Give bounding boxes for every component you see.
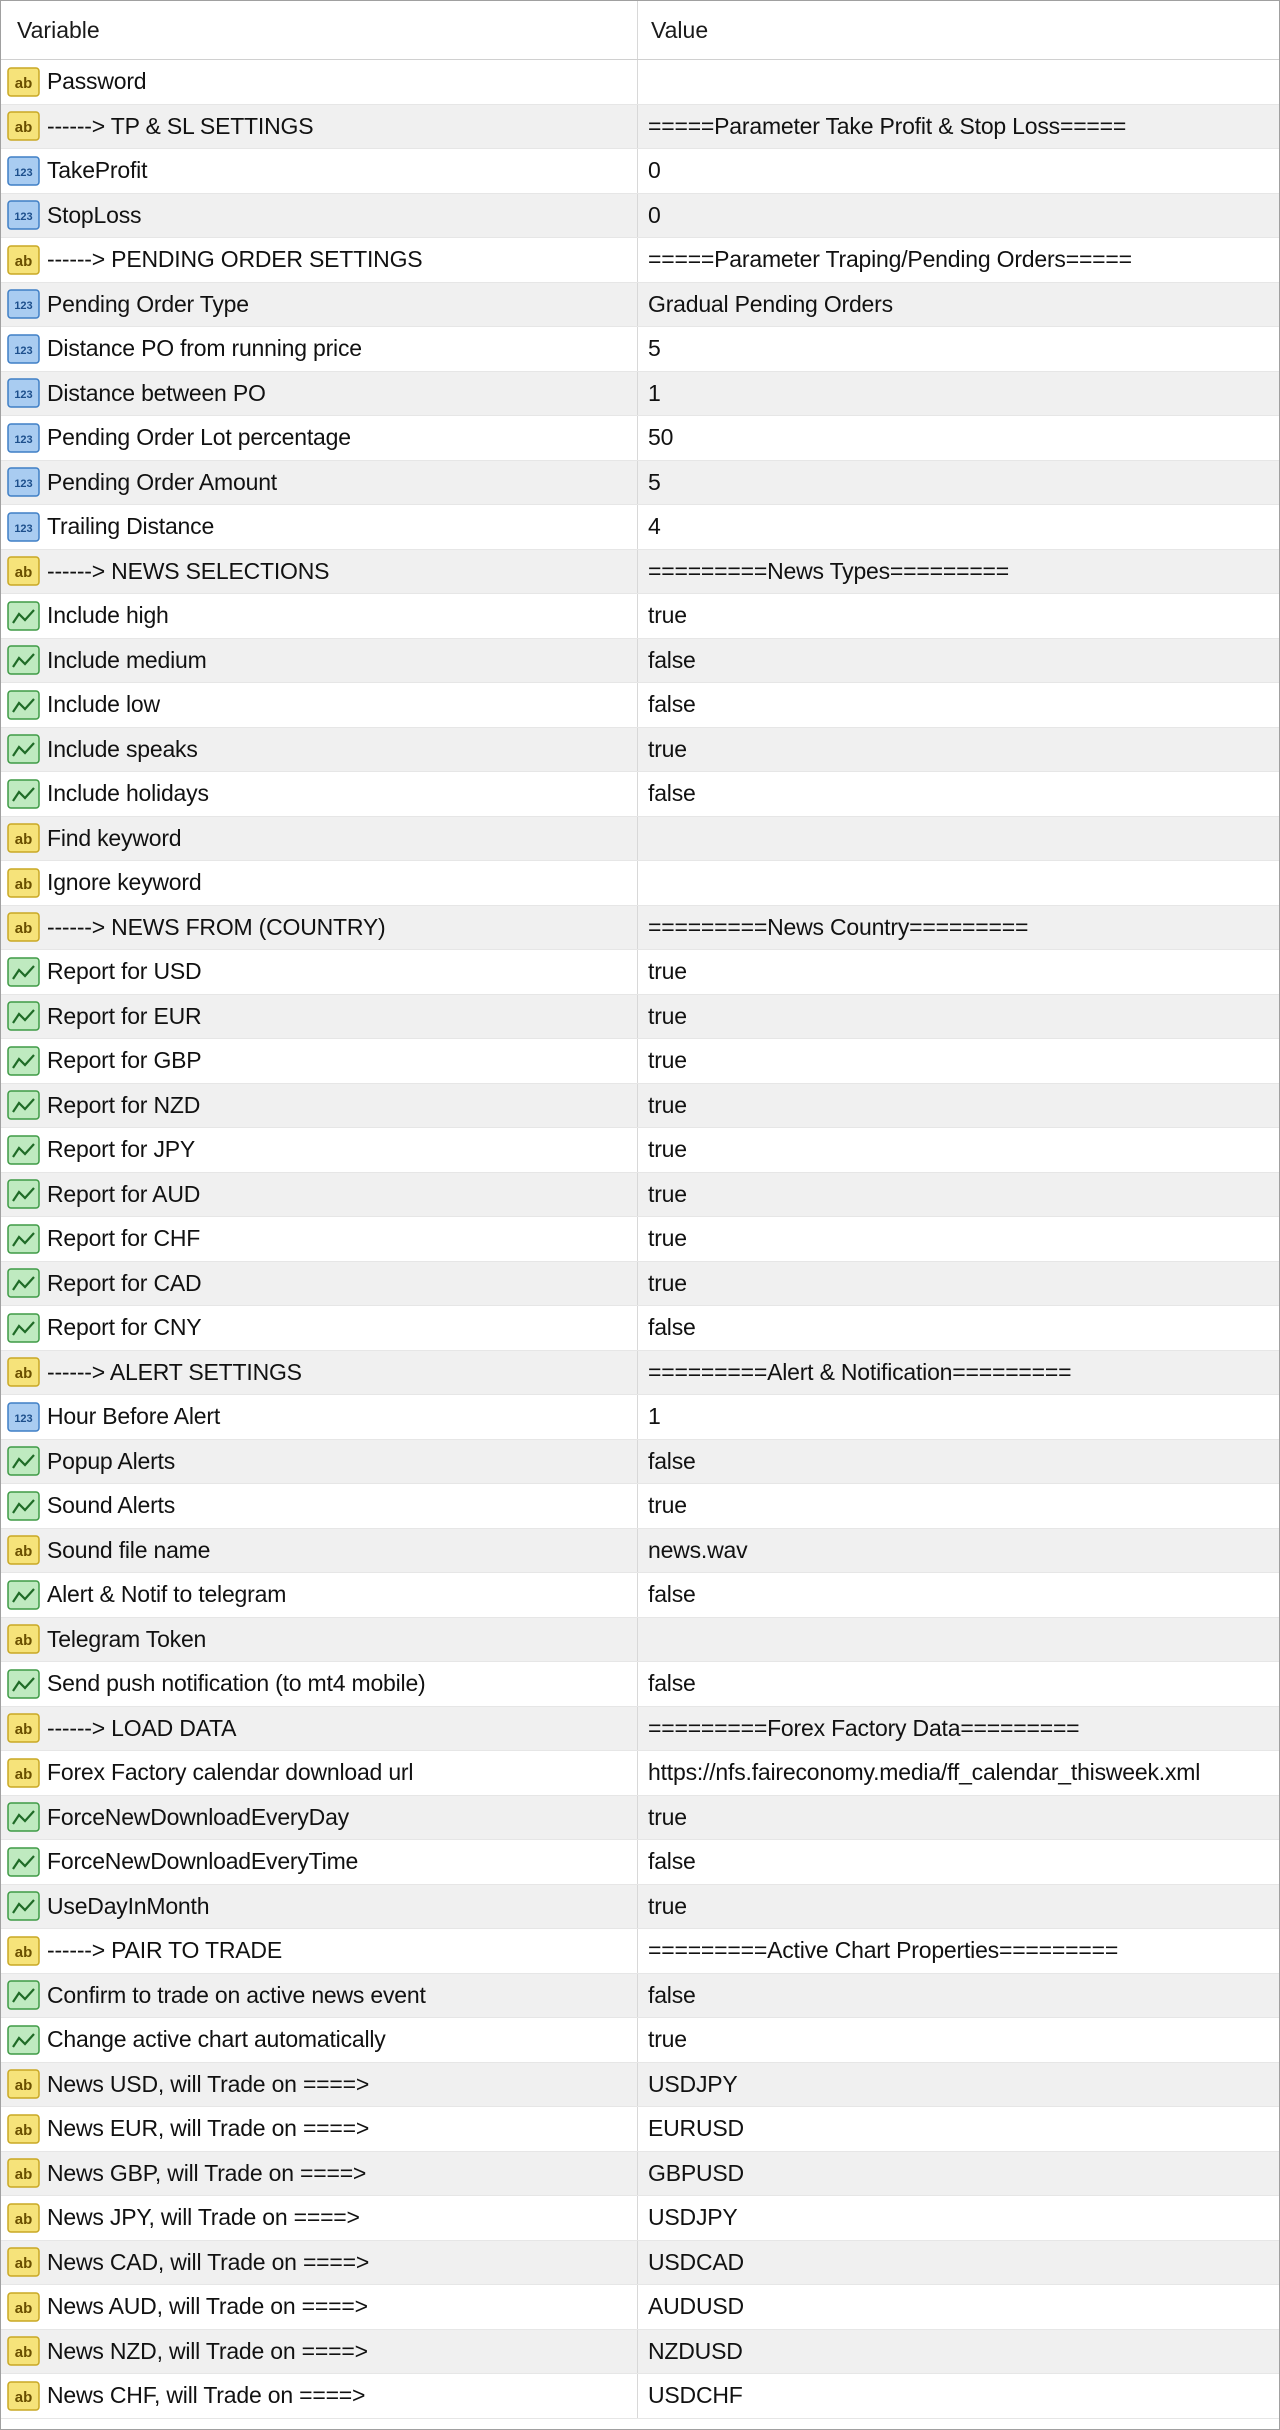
variable-cell[interactable] [1,1484,638,1528]
boolean-toggle-icon [7,1891,40,1921]
value-cell[interactable]: USDJPY [648,2070,738,2097]
table-row[interactable] [1,461,1279,506]
svg-text:ab: ab [14,1365,33,1383]
table-row[interactable] [1,1440,1279,1485]
boolean-toggle-icon [7,1669,40,1699]
svg-text:ab: ab [14,2166,33,2184]
table-row[interactable] [1,372,1279,417]
table-row[interactable] [1,1217,1279,1262]
number-123-icon [7,334,40,364]
value-cell[interactable]: true [648,1892,687,1919]
variable-name: News CHF, will Trade on ====> [47,2382,366,2409]
value-cell[interactable]: 0 [648,201,661,228]
value-cell[interactable]: false [648,646,696,673]
variable-cell[interactable] [1,2241,638,2285]
variable-name: Telegram Token [47,1625,207,1652]
table-row[interactable] [1,2063,1279,2108]
svg-text:123: 123 [14,300,33,313]
table-row[interactable] [1,283,1279,328]
variable-name: ------> PENDING ORDER SETTINGS [47,246,423,273]
value-cell[interactable]: true [648,1225,687,1252]
variable-cell[interactable] [1,639,638,683]
string-ab-icon [7,823,40,853]
value-cell[interactable]: true [648,1180,687,1207]
table-row[interactable] [1,1662,1279,1707]
value-cell[interactable] [638,817,1279,861]
value-cell[interactable]: true [648,1803,687,1830]
variable-name: TakeProfit [47,157,148,184]
boolean-toggle-icon [7,779,40,809]
variable-name: Ignore keyword [47,869,202,896]
svg-text:ab: ab [14,1943,33,1961]
variable-cell[interactable] [1,1529,638,1573]
boolean-toggle-icon [7,2025,40,2055]
svg-text:ab: ab [14,920,33,938]
variable-name: Include speaks [47,735,198,762]
number-123-icon [7,378,40,408]
value-cell[interactable]: =====Parameter Take Profit & Stop Loss===== [648,112,1127,139]
variable-cell[interactable] [1,1618,638,1662]
string-ab-icon [7,2247,40,2277]
table-row[interactable] [1,105,1279,150]
variable-cell[interactable] [1,2285,638,2329]
value-cell[interactable]: 50 [648,424,674,451]
string-ab-icon [7,556,40,586]
value-cell[interactable]: 0 [648,157,661,184]
value-cell[interactable]: true [648,1492,687,1519]
table-row[interactable] [1,1751,1279,1796]
variable-name: Report for CAD [47,1269,202,1296]
variable-name: Popup Alerts [47,1447,176,1474]
variable-name: ------> NEWS SELECTIONS [47,557,330,584]
value-cell[interactable]: USDJPY [648,2204,738,2231]
string-ab-icon [7,111,40,141]
variable-name: News NZD, will Trade on ====> [47,2337,368,2364]
variable-name: Report for CHF [47,1225,201,1252]
variable-cell[interactable] [1,1217,638,1261]
value-cell[interactable]: true [648,2026,687,2053]
variable-cell[interactable] [1,2374,638,2418]
variable-name: Report for CNY [47,1314,202,1341]
variable-cell[interactable] [1,238,638,282]
variable-name: News EUR, will Trade on ====> [47,2115,370,2142]
variable-cell[interactable] [1,60,638,104]
value-cell[interactable]: true [648,1136,687,1163]
table-row[interactable] [1,2196,1279,2241]
number-123-icon [7,1402,40,1432]
svg-text:ab: ab [14,119,33,137]
value-cell[interactable] [638,861,1279,905]
string-ab-icon [7,2203,40,2233]
value-cell[interactable]: true [648,735,687,762]
value-cell[interactable]: true [648,1002,687,1029]
value-cell[interactable]: NZDUSD [648,2337,743,2364]
variable-cell[interactable] [1,372,638,416]
boolean-toggle-icon [7,1001,40,1031]
string-ab-icon [7,2069,40,2099]
string-ab-icon [7,1624,40,1654]
boolean-toggle-icon [7,1268,40,1298]
value-cell[interactable]: true [648,1269,687,1296]
table-row[interactable] [1,772,1279,817]
value-cell[interactable]: true [648,1047,687,1074]
boolean-toggle-icon [7,1446,40,1476]
value-cell[interactable] [638,1618,1279,1662]
variable-name: ForceNewDownloadEveryDay [47,1803,349,1830]
boolean-toggle-icon [7,645,40,675]
variable-name: Forex Factory calendar download url [47,1759,414,1786]
string-ab-icon [7,245,40,275]
number-123-icon [7,423,40,453]
variable-cell[interactable] [1,1662,638,1706]
variable-name: Distance PO from running price [47,335,362,362]
value-cell[interactable]: 1 [648,379,661,406]
string-ab-icon [7,1357,40,1387]
variable-name: Pending Order Amount [47,468,277,495]
variable-name: Trailing Distance [47,513,215,540]
variable-cell[interactable] [1,1351,638,1395]
variable-name: Change active chart automatically [47,2026,386,2053]
svg-text:ab: ab [14,2077,33,2095]
variable-name: Send push notification (to mt4 mobile) [47,1670,426,1697]
value-cell[interactable]: false [648,1981,696,2008]
value-cell[interactable]: USDCHF [648,2382,743,2409]
value-cell[interactable]: true [648,602,687,629]
table-row[interactable] [1,194,1279,239]
variable-name: Distance between PO [47,379,266,406]
table-row[interactable] [1,2330,1279,2375]
variable-name: Sound Alerts [47,1492,176,1519]
string-ab-icon [7,2381,40,2411]
table-row[interactable] [1,1707,1279,1752]
number-123-icon [7,289,40,319]
column-header-value[interactable]: Value [651,17,709,43]
variable-cell[interactable] [1,1039,638,1083]
variable-name: Pending Order Type [47,290,249,317]
variable-name: News GBP, will Trade on ====> [47,2159,367,2186]
boolean-toggle-icon [7,1090,40,1120]
svg-text:ab: ab [14,875,33,893]
table-row[interactable] [1,1885,1279,1930]
variable-name: ------> ALERT SETTINGS [47,1358,302,1385]
variable-name: Include low [47,691,160,718]
value-cell[interactable]: 5 [648,468,661,495]
column-header-variable[interactable]: Variable [1,1,638,59]
value-cell[interactable]: 4 [648,513,661,540]
variable-name: Report for AUD [47,1180,201,1207]
table-row[interactable] [1,1618,1279,1663]
value-cell[interactable]: USDCAD [648,2248,744,2275]
number-123-icon [7,200,40,230]
variable-cell[interactable] [1,1929,638,1973]
value-cell[interactable]: Gradual Pending Orders [648,290,893,317]
variable-cell[interactable] [1,461,638,505]
svg-text:ab: ab [14,2344,33,2362]
table-row[interactable] [1,1529,1279,1574]
table-row[interactable] [1,2107,1279,2152]
variable-cell[interactable] [1,1974,638,2018]
svg-text:123: 123 [14,478,33,491]
variable-cell[interactable] [1,327,638,371]
table-row[interactable] [1,2374,1279,2419]
table-row[interactable] [1,683,1279,728]
variable-name: Hour Before Alert [47,1403,221,1430]
table-row[interactable] [1,1306,1279,1351]
svg-text:ab: ab [14,74,33,92]
variable-cell[interactable] [1,149,638,193]
value-cell[interactable] [638,60,1279,104]
string-ab-icon [7,2292,40,2322]
number-123-icon [7,512,40,542]
variable-name: Confirm to trade on active news event [47,1981,426,2008]
value-cell[interactable]: =========Alert & Notification========= [648,1358,1072,1385]
svg-text:123: 123 [14,166,33,179]
table-row[interactable] [1,2152,1279,2197]
table-row[interactable] [1,1573,1279,1618]
svg-text:ab: ab [14,564,33,582]
boolean-toggle-icon [7,1580,40,1610]
table-row[interactable] [1,1796,1279,1841]
table-row[interactable] [1,2285,1279,2330]
variable-cell[interactable] [1,105,638,149]
variable-cell[interactable] [1,1796,638,1840]
boolean-toggle-icon [7,1491,40,1521]
value-cell[interactable]: =====Parameter Traping/Pending Orders===== [648,246,1132,273]
value-cell[interactable]: false [648,1314,696,1341]
value-cell[interactable]: AUDUSD [648,2293,744,2320]
boolean-toggle-icon [7,1313,40,1343]
variable-name: Report for JPY [47,1136,196,1163]
variable-name: UseDayInMonth [47,1892,210,1919]
variable-cell[interactable] [1,1395,638,1439]
table-row[interactable] [1,1128,1279,1173]
boolean-toggle-icon [7,1980,40,2010]
svg-text:ab: ab [14,2121,33,2139]
variable-name: Report for EUR [47,1002,202,1029]
value-cell[interactable]: =========News Types========= [648,557,1010,584]
string-ab-icon [7,67,40,97]
boolean-toggle-icon [7,734,40,764]
variable-name: Alert & Notif to telegram [47,1581,287,1608]
variable-name: News CAD, will Trade on ====> [47,2248,370,2275]
string-ab-icon [7,868,40,898]
variable-name: Pending Order Lot percentage [47,424,351,451]
variable-name: Report for USD [47,958,202,985]
variable-name: Include medium [47,646,207,673]
table-row[interactable] [1,950,1279,995]
table-row[interactable] [1,505,1279,550]
variable-cell[interactable] [1,550,638,594]
boolean-toggle-icon [7,1802,40,1832]
svg-text:123: 123 [14,1412,33,1425]
svg-text:123: 123 [14,211,33,224]
value-cell[interactable]: EURUSD [648,2115,744,2142]
value-cell[interactable]: false [648,1848,696,1875]
value-cell[interactable]: =========News Country========= [648,913,1029,940]
boolean-toggle-icon [7,690,40,720]
table-row[interactable] [1,550,1279,595]
variable-name: Report for NZD [47,1091,201,1118]
value-cell[interactable]: false [648,691,696,718]
variable-name: ------> TP & SL SETTINGS [47,112,314,139]
value-cell[interactable]: =========Active Chart Properties========= [648,1937,1119,1964]
table-row[interactable] [1,1395,1279,1440]
variable-cell[interactable] [1,1751,638,1795]
svg-text:123: 123 [14,522,33,535]
variable-name: Find keyword [47,824,182,851]
boolean-toggle-icon [7,957,40,987]
value-cell[interactable]: 5 [648,335,661,362]
table-row[interactable] [1,1484,1279,1529]
table-row[interactable] [1,416,1279,461]
string-ab-icon [7,2336,40,2366]
svg-text:ab: ab [14,1543,33,1561]
value-cell[interactable]: false [648,780,696,807]
table-row[interactable] [1,1840,1279,1885]
table-row[interactable] [1,1084,1279,1129]
variable-cell[interactable] [1,861,638,905]
variable-cell[interactable] [1,728,638,772]
svg-text:ab: ab [14,2299,33,2317]
string-ab-icon [7,2114,40,2144]
variable-cell[interactable] [1,1262,638,1306]
boolean-toggle-icon [7,1847,40,1877]
variable-name: StopLoss [47,201,142,228]
variable-cell[interactable] [1,2152,638,2196]
table-row[interactable] [1,1173,1279,1218]
variable-cell[interactable] [1,1707,638,1751]
value-cell[interactable]: true [648,958,687,985]
variable-name: News USD, will Trade on ====> [47,2070,370,2097]
variable-name: ------> PAIR TO TRADE [47,1937,282,1964]
variable-name: ------> LOAD DATA [47,1714,237,1741]
variable-cell[interactable] [1,2107,638,2151]
variable-name: Report for GBP [47,1047,202,1074]
boolean-toggle-icon [7,1224,40,1254]
value-cell[interactable]: =========Forex Factory Data========= [648,1714,1080,1741]
table-row[interactable] [1,817,1279,862]
variable-cell[interactable] [1,594,638,638]
table-row[interactable] [1,238,1279,283]
variable-cell[interactable] [1,2018,638,2062]
number-123-icon [7,467,40,497]
variable-cell[interactable] [1,950,638,994]
value-cell[interactable]: https://nfs.faireconomy.media/ff_calendar_thisweek.xml [648,1759,1201,1786]
value-cell[interactable]: 1 [648,1403,661,1430]
boolean-toggle-icon [7,1135,40,1165]
svg-text:123: 123 [14,344,33,357]
variable-name: Include high [47,602,169,629]
svg-text:ab: ab [14,2388,33,2406]
svg-text:ab: ab [14,1632,33,1650]
string-ab-icon [7,912,40,942]
boolean-toggle-icon [7,1046,40,1076]
value-cell[interactable]: news.wav [648,1536,748,1563]
svg-text:123: 123 [14,389,33,402]
variable-cell[interactable] [1,2063,638,2107]
variable-cell[interactable] [1,194,638,238]
variable-name: Password [47,68,147,95]
value-cell[interactable]: false [648,1670,696,1697]
svg-text:ab: ab [14,1721,33,1739]
variable-cell[interactable] [1,1173,638,1217]
number-123-icon [7,156,40,186]
string-ab-icon [7,2158,40,2188]
value-cell[interactable]: false [648,1581,696,1608]
value-cell[interactable]: GBPUSD [648,2159,744,2186]
boolean-toggle-icon [7,1179,40,1209]
table-body [1,60,1279,2419]
svg-text:ab: ab [14,831,33,849]
table-row[interactable] [1,906,1279,951]
table-row[interactable] [1,2241,1279,2286]
table-row[interactable] [1,861,1279,906]
variable-cell[interactable] [1,416,638,460]
variable-cell[interactable] [1,817,638,861]
boolean-toggle-icon [7,601,40,631]
svg-text:ab: ab [14,2210,33,2228]
variable-name: ------> NEWS FROM (COUNTRY) [47,913,386,940]
variable-cell[interactable] [1,1885,638,1929]
variable-name: Sound file name [47,1536,211,1563]
variable-name: News AUD, will Trade on ====> [47,2293,368,2320]
variable-name: ForceNewDownloadEveryTime [47,1848,359,1875]
string-ab-icon [7,1758,40,1788]
table-row[interactable] [1,60,1279,105]
variable-cell[interactable] [1,283,638,327]
table-row[interactable] [1,1039,1279,1084]
string-ab-icon [7,1713,40,1743]
variable-cell[interactable] [1,505,638,549]
variable-cell[interactable] [1,1128,638,1172]
variable-cell[interactable] [1,1840,638,1884]
variable-cell[interactable] [1,772,638,816]
variable-cell[interactable] [1,1440,638,1484]
string-ab-icon [7,1535,40,1565]
table-row[interactable] [1,995,1279,1040]
variable-cell[interactable] [1,1084,638,1128]
table-row[interactable] [1,1929,1279,1974]
variable-cell[interactable] [1,906,638,950]
variable-name: News JPY, will Trade on ====> [47,2204,360,2231]
table-row[interactable] [1,639,1279,684]
table-row[interactable] [1,149,1279,194]
table-row[interactable] [1,594,1279,639]
table-row[interactable] [1,1351,1279,1396]
variable-cell[interactable] [1,2196,638,2240]
value-cell[interactable]: false [648,1447,696,1474]
svg-text:123: 123 [14,433,33,446]
table-row[interactable] [1,327,1279,372]
svg-text:ab: ab [14,2255,33,2273]
variable-cell[interactable] [1,2330,638,2374]
variable-name: Include holidays [47,780,209,807]
value-cell[interactable]: true [648,1091,687,1118]
variable-cell[interactable] [1,1306,638,1350]
string-ab-icon [7,1936,40,1966]
table-header [1,1,1279,60]
svg-text:ab: ab [14,1765,33,1783]
variable-cell[interactable] [1,683,638,727]
table-row[interactable] [1,1974,1279,2019]
variable-cell[interactable] [1,995,638,1039]
table-row[interactable] [1,2018,1279,2063]
table-row[interactable] [1,728,1279,773]
svg-text:ab: ab [14,252,33,270]
variable-cell[interactable] [1,1573,638,1617]
table-row[interactable] [1,1262,1279,1307]
